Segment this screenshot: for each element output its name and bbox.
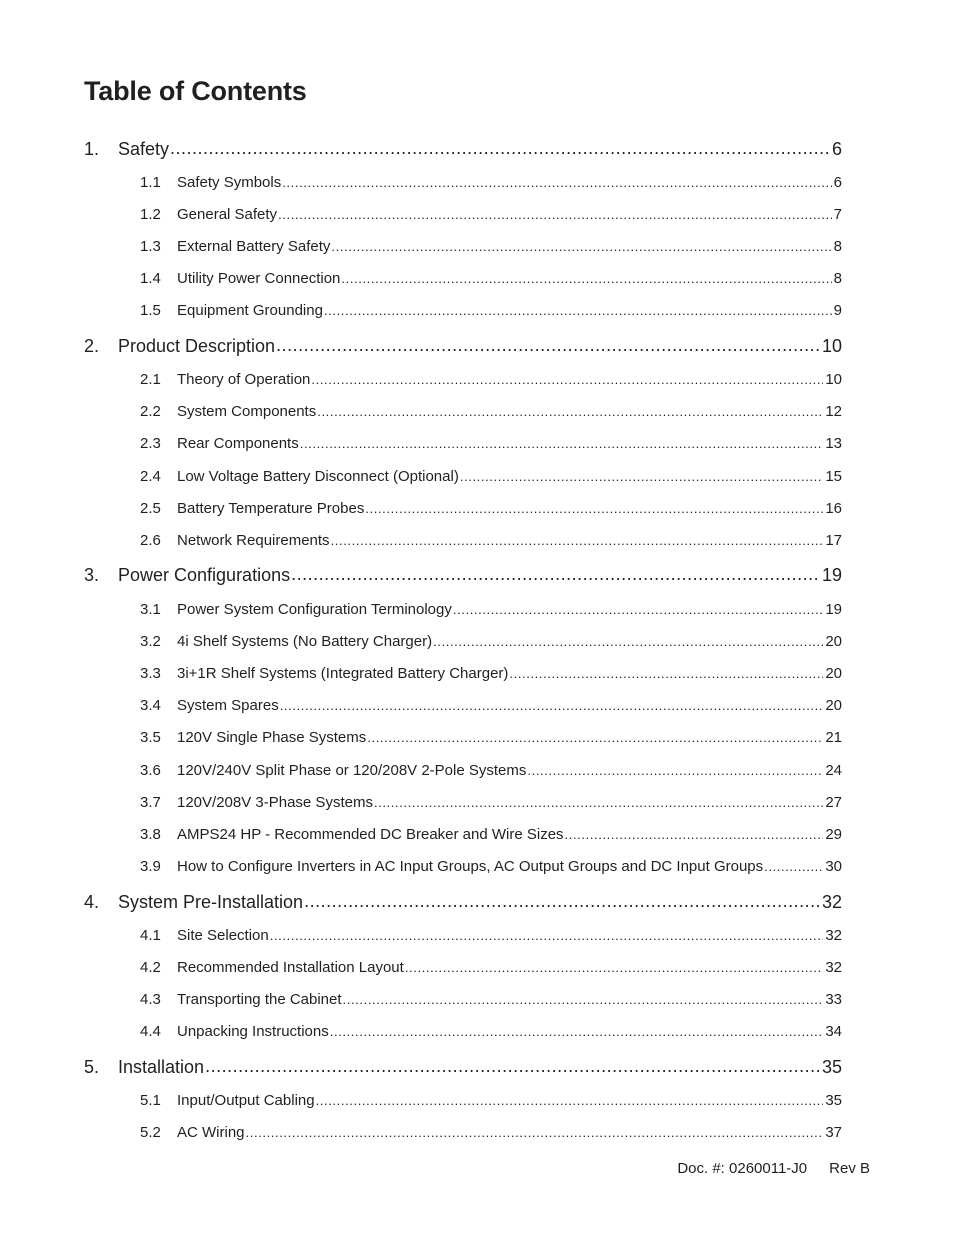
toc-entry-label[interactable]: AMPS24 HP - Recommended DC Breaker and Wire Sizes — [177, 826, 564, 843]
toc-entry-label[interactable]: System Spares — [177, 697, 279, 714]
toc-entry-number: 3.9 — [140, 858, 161, 875]
toc-dot-leader — [460, 466, 823, 481]
toc-dot-leader — [343, 989, 824, 1004]
toc-entry-label[interactable]: Site Selection — [177, 927, 269, 944]
toc-entry-number: 4.3 — [140, 991, 161, 1008]
toc-subsection-entry[interactable] — [140, 760, 842, 780]
toc-entry-label[interactable]: Recommended Installation Layout — [177, 959, 404, 976]
toc-dot-leader — [270, 925, 824, 940]
toc-entry-page-number[interactable]: 35 — [821, 1057, 842, 1077]
toc-subsection-entry[interactable] — [140, 856, 842, 876]
toc-section-entry[interactable] — [84, 1055, 842, 1079]
toc-dot-leader — [527, 760, 823, 775]
toc-entry-page-number[interactable]: 34 — [825, 1023, 842, 1040]
toc-entry-number: 1.5 — [140, 302, 161, 319]
toc-entry-number: 3.6 — [140, 762, 161, 779]
toc-dot-leader — [324, 300, 832, 315]
toc-dot-leader — [205, 1055, 820, 1073]
toc-subsection-entry[interactable] — [140, 957, 842, 977]
toc-entry-number: 4.4 — [140, 1023, 161, 1040]
toc-entry-number: 3.7 — [140, 794, 161, 811]
toc-entry-page-number[interactable]: 15 — [825, 468, 842, 485]
toc-dot-leader — [565, 824, 824, 839]
toc-entry-number: 1.2 — [140, 206, 161, 223]
toc-entry-number: 3.1 — [140, 601, 161, 618]
toc-entry-label[interactable]: Network Requirements — [177, 532, 330, 549]
toc-entry-page-number[interactable]: 32 — [825, 927, 842, 944]
toc-entry-label[interactable]: Theory of Operation — [177, 371, 311, 388]
toc-entry-label[interactable]: 4i Shelf Systems (No Battery Charger) — [177, 633, 433, 650]
page-footer — [677, 1160, 870, 1177]
toc-entry-page-number[interactable]: 20 — [825, 665, 842, 682]
toc-subsection-entry[interactable] — [140, 989, 842, 1009]
toc-subsection-entry[interactable] — [140, 695, 842, 715]
toc-entry-number: 4.1 — [140, 927, 161, 944]
toc-dot-leader — [341, 268, 831, 283]
toc-entry-number: 3.8 — [140, 826, 161, 843]
toc-entry-label[interactable]: Low Voltage Battery Disconnect (Optional) — [177, 468, 459, 485]
toc-entry-page-number[interactable]: 17 — [825, 532, 842, 549]
toc-subsection-entry[interactable] — [140, 433, 842, 453]
toc-entry-number: 2.6 — [140, 532, 161, 549]
toc-entry-page-number[interactable]: 20 — [825, 697, 842, 714]
toc-entry-page-number[interactable]: 27 — [825, 794, 842, 811]
toc-dot-leader — [365, 498, 823, 513]
toc-entry-number: 1.4 — [140, 270, 161, 287]
toc-entry-label[interactable]: 120V/208V 3-Phase Systems — [177, 794, 373, 811]
toc-dot-leader — [276, 334, 820, 352]
toc-entry-number: 3.4 — [140, 697, 161, 714]
toc-subsection-entry[interactable] — [140, 727, 842, 747]
toc-entry-page-number[interactable]: 32 — [825, 959, 842, 976]
toc-entry-number: 3.5 — [140, 729, 161, 746]
toc-entry-page-number[interactable]: 33 — [825, 991, 842, 1008]
toc-entry-label[interactable]: System Pre-Installation — [118, 892, 304, 912]
toc-entry-number: 5. — [84, 1057, 100, 1077]
toc-entry-page-number[interactable]: 35 — [825, 1092, 842, 1109]
toc-section-entry[interactable] — [84, 137, 842, 161]
toc-entry-label[interactable]: AC Wiring — [177, 1124, 245, 1141]
toc-entry-page-number[interactable]: 21 — [825, 729, 842, 746]
toc-subsection-entry[interactable] — [140, 599, 842, 619]
toc-dot-leader — [374, 792, 823, 807]
toc-section-entry[interactable] — [84, 890, 842, 914]
toc-entry-label[interactable]: Safety Symbols — [177, 174, 282, 191]
toc-entry-number: 2. — [84, 336, 100, 356]
toc-entry-number: 3.2 — [140, 633, 161, 650]
document-number: Doc. #: 0260011-J0 — [677, 1160, 808, 1177]
toc-entry-page-number[interactable]: 37 — [825, 1124, 842, 1141]
toc-dot-leader — [331, 236, 831, 251]
toc-entry-page-number[interactable]: 8 — [833, 238, 842, 255]
toc-dot-leader — [291, 563, 820, 581]
toc-entry-label[interactable]: 3i+1R Shelf Systems (Integrated Battery Charger) — [177, 665, 509, 682]
toc-dot-leader — [330, 1021, 824, 1036]
toc-subsection-entry[interactable] — [140, 401, 842, 421]
toc-entry-label[interactable]: Utility Power Connection — [177, 270, 341, 287]
toc-entry-number: 3.3 — [140, 665, 161, 682]
toc-entry-number: 3. — [84, 565, 100, 585]
toc-subsection-entry[interactable] — [140, 172, 842, 192]
toc-subsection-entry[interactable] — [140, 530, 842, 550]
toc-entry-label[interactable]: Transporting the Cabinet — [177, 991, 342, 1008]
toc-entry-label[interactable]: Safety — [118, 139, 170, 159]
toc-dot-leader — [282, 172, 831, 187]
toc-dot-leader — [311, 369, 823, 384]
toc-entry-label[interactable]: General Safety — [177, 206, 278, 223]
toc-entry-page-number[interactable]: 19 — [821, 565, 842, 585]
revision-label: Rev B — [829, 1160, 870, 1177]
toc-dot-leader — [170, 137, 830, 155]
toc-entry-label[interactable]: Equipment Grounding — [177, 302, 323, 319]
toc-subsection-entry[interactable] — [140, 466, 842, 486]
toc-dot-leader — [433, 631, 823, 646]
toc-entry-number: 2.2 — [140, 403, 161, 420]
toc-subsection-entry[interactable] — [140, 369, 842, 389]
toc-dot-leader — [280, 695, 824, 710]
toc-entry-number: 1. — [84, 139, 100, 159]
toc-entry-label[interactable]: 120V/240V Split Phase or 120/208V 2-Pole Systems — [177, 762, 527, 779]
toc-entry-number: 5.2 — [140, 1124, 161, 1141]
toc-entry-page-number[interactable]: 13 — [825, 435, 842, 452]
toc-section-entry[interactable] — [84, 334, 842, 358]
toc-subsection-entry[interactable] — [140, 268, 842, 288]
toc-dot-leader — [300, 433, 824, 448]
toc-entry-number: 5.1 — [140, 1092, 161, 1109]
toc-entry-number: 1.1 — [140, 174, 161, 191]
toc-entry-number: 1.3 — [140, 238, 161, 255]
toc-entry-page-number[interactable]: 6 — [831, 139, 842, 159]
toc-subsection-entry[interactable] — [140, 498, 842, 518]
toc-entry-label[interactable]: Battery Temperature Probes — [177, 500, 365, 517]
toc-dot-leader — [367, 727, 823, 742]
toc-entry-page-number[interactable]: 8 — [833, 270, 842, 287]
toc-entry-page-number[interactable]: 19 — [825, 601, 842, 618]
toc-entry-label[interactable]: Power Configurations — [118, 565, 291, 585]
toc-entry-label[interactable]: How to Configure Inverters in AC Input Groups, AC Output Groups and DC Input Groups — [177, 858, 764, 875]
toc-subsection-entry[interactable] — [140, 1021, 842, 1041]
toc-dot-leader — [278, 204, 832, 219]
toc-entry-number: 4.2 — [140, 959, 161, 976]
toc-entry-number: 2.4 — [140, 468, 161, 485]
toc-dot-leader — [317, 401, 823, 416]
toc-subsection-entry[interactable] — [140, 631, 842, 651]
toc-entry-label[interactable]: Rear Components — [177, 435, 299, 452]
toc-dot-leader — [453, 599, 823, 614]
toc-entry-page-number[interactable]: 6 — [833, 174, 842, 191]
toc-entry-label[interactable]: Installation — [118, 1057, 205, 1077]
toc-entry-number: 2.1 — [140, 371, 161, 388]
toc-entry-page-number[interactable]: 24 — [825, 762, 842, 779]
toc-subsection-entry[interactable] — [140, 663, 842, 683]
toc-entry-page-number[interactable]: 10 — [825, 371, 842, 388]
toc-entry-page-number[interactable]: 10 — [821, 336, 842, 356]
toc-dot-leader — [316, 1090, 824, 1105]
toc-subsection-entry[interactable] — [140, 792, 842, 812]
toc-entry-number: 2.5 — [140, 500, 161, 517]
toc-subsection-entry[interactable] — [140, 925, 842, 945]
toc-dot-leader — [246, 1122, 824, 1137]
toc-subsection-entry[interactable] — [140, 236, 842, 256]
toc-entry-page-number[interactable]: 12 — [825, 403, 842, 420]
toc-entry-number: 2.3 — [140, 435, 161, 452]
toc-entry-page-number[interactable]: 9 — [833, 302, 842, 319]
page-title: Table of Contents — [84, 76, 307, 106]
toc-dot-leader — [304, 890, 820, 908]
toc-dot-leader — [405, 957, 824, 972]
toc-dot-leader — [764, 856, 823, 871]
toc-entry-page-number[interactable]: 7 — [833, 206, 842, 223]
toc-dot-leader — [509, 663, 823, 678]
toc-entry-page-number[interactable]: 20 — [825, 633, 842, 650]
toc-subsection-entry[interactable] — [140, 1122, 842, 1142]
toc-entry-label[interactable]: Product Description — [118, 336, 276, 356]
toc-entry-number: 4. — [84, 892, 100, 912]
toc-entry-page-number[interactable]: 16 — [825, 500, 842, 517]
toc-entry-label[interactable]: External Battery Safety — [177, 238, 331, 255]
toc-subsection-entry[interactable] — [140, 824, 842, 844]
toc-entry-label[interactable]: Unpacking Instructions — [177, 1023, 329, 1040]
toc-section-entry[interactable] — [84, 563, 842, 587]
toc-entry-page-number[interactable]: 29 — [825, 826, 842, 843]
toc-entry-label[interactable]: Power System Configuration Terminology — [177, 601, 452, 618]
toc-subsection-entry[interactable] — [140, 204, 842, 224]
toc-entry-label[interactable]: Input/Output Cabling — [177, 1092, 315, 1109]
toc-entry-page-number[interactable]: 32 — [821, 892, 842, 912]
toc-entry-label[interactable]: System Components — [177, 403, 317, 420]
toc-subsection-entry[interactable] — [140, 1090, 842, 1110]
toc-entry-label[interactable]: 120V Single Phase Systems — [177, 729, 367, 746]
toc-subsection-entry[interactable] — [140, 300, 842, 320]
toc-dot-leader — [331, 530, 824, 545]
toc-entry-page-number[interactable]: 30 — [825, 858, 842, 875]
